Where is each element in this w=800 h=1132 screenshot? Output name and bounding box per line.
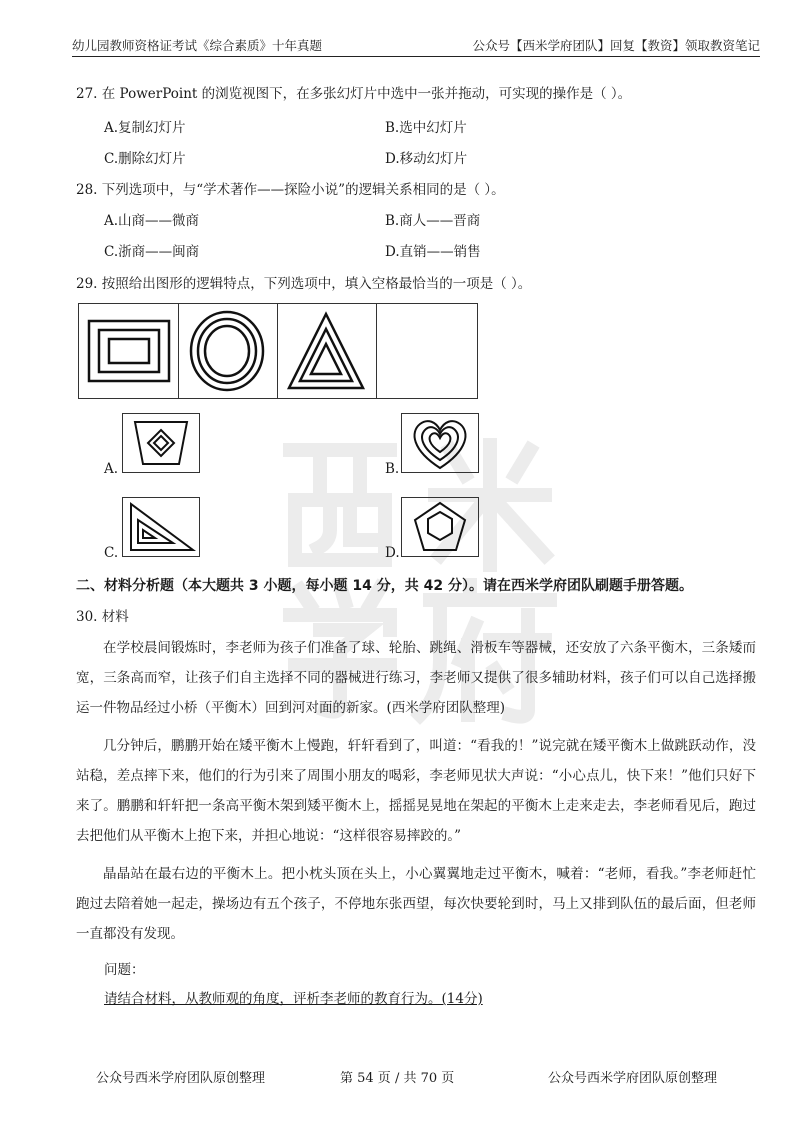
footer-left-text: 公众号西米学府团队原创整理 bbox=[96, 1071, 266, 1086]
section-2-title: 二、材料分析题（本大题共 3 小题，每小题 14 分，共 42 分）。请在西米学府团队刷题手册答题。 bbox=[76, 578, 693, 594]
trapezoid-diamond-figure bbox=[123, 414, 199, 472]
q29-option-a-label: A. bbox=[104, 461, 119, 477]
nested-rectangles-figure bbox=[79, 304, 178, 398]
q29-option-d-figure bbox=[401, 497, 479, 557]
footer-right-text: 公众号西米学府团队原创整理 bbox=[548, 1071, 718, 1086]
q28-option-c: C.浙商——闽商 bbox=[104, 244, 200, 260]
q30-question-text: 请结合材料，从教师观的角度，评析李老师的教育行为。(14分) bbox=[104, 991, 483, 1007]
q27-option-c: C.删除幻灯片 bbox=[104, 151, 186, 167]
q29-option-a-figure bbox=[122, 413, 200, 473]
q28-option-d: D.直销——销售 bbox=[385, 244, 481, 260]
figure-cell-triangles bbox=[277, 304, 377, 398]
q27-stem: 27. 在 PowerPoint 的浏览视图下，在多张幻灯片中选中一张并拖动，可实现的操作是（ ）。 bbox=[76, 86, 632, 102]
q28-stem: 28. 下列选项中，与“学术著作——探险小说”的逻辑关系相同的是（ ）。 bbox=[76, 182, 505, 198]
q29-option-c-figure bbox=[122, 497, 200, 557]
figure-cell-blank bbox=[376, 304, 477, 398]
q29-stem: 29. 按照给出图形的逻辑特点，下列选项中，填入空格最恰当的一项是（ ）。 bbox=[76, 276, 532, 292]
q30-paragraph-3: 晶晶站在最右边的平衡木上。把小枕头顶在头上，小心翼翼地走过平衡木，喊着：“老师，看我。”李老师赶忙跑过去陪着她一起走，操场边有五个孩子，不停地东张西望，每次快要轮到时，马上又排到队伍的最后面，但老师一直都没有发现。 bbox=[76, 866, 756, 942]
q27-option-b: B.选中幻灯片 bbox=[385, 120, 467, 136]
header-left-text: 幼儿园教师资格证考试《综合素质》十年真题 bbox=[72, 38, 323, 53]
figure-sequence bbox=[78, 303, 478, 399]
nested-triangles-figure bbox=[277, 304, 376, 398]
q27-option-d: D.移动幻灯片 bbox=[385, 151, 468, 167]
nested-hearts-figure bbox=[402, 414, 478, 472]
q27-option-a: A.复制幻灯片 bbox=[104, 120, 186, 136]
q29-option-b-label: B. bbox=[385, 461, 400, 477]
q28-option-b: B.商人——晋商 bbox=[385, 213, 481, 229]
q30-paragraph-1: 在学校晨间锻炼时，李老师为孩子们准备了球、轮胎、跳绳、滑板车等器械，还安放了六条平衡木，三条矮而宽，三条高而窄，让孩子们自主选择不同的器械进行练习，李老师又提供了很多辅助材料，孩子们可以自己选择搬运一件物品经过小桥（平衡木）回到河对面的新家。(西米学府团队整理) bbox=[76, 640, 756, 716]
nested-ovals-figure bbox=[178, 304, 277, 398]
figure-cell-squares bbox=[79, 304, 179, 398]
q30-question-label: 问题： bbox=[104, 962, 145, 978]
set-square-figure bbox=[123, 498, 199, 556]
page-header bbox=[72, 28, 760, 57]
figure-cell-circles bbox=[178, 304, 278, 398]
page-number: 第 54 页 / 共 70 页 bbox=[340, 1071, 455, 1086]
q29-option-d-label: D. bbox=[385, 545, 400, 561]
pentagon-hexagon-figure bbox=[402, 498, 478, 556]
q30-paragraph-2: 几分钟后，鹏鹏开始在矮平衡木上慢跑，轩轩看到了，叫道：“看我的！”说完就在矮平衡木上做跳跃动作，没站稳，差点摔下来，他们的行为引来了周围小朋友的喝彩，李老师见状大声说：“小心点儿，快下来！”他们只好下来了。鹏鹏和轩轩把一条高平衡木架到矮平衡木上，摇摇晃晃地在架起的平衡木上走来走去，李老师看见后，跑过去把他们从平衡木上抱下来，并担心地说：“这样很容易摔跤的。” bbox=[76, 738, 756, 844]
q29-option-b-figure bbox=[401, 413, 479, 473]
header-right-text: 公众号【西米学府团队】回复【教资】领取教资笔记 bbox=[472, 38, 760, 53]
q30-label: 30. 材料 bbox=[76, 609, 129, 625]
q29-option-c-label: C. bbox=[104, 545, 119, 561]
q28-option-a: A.山商——微商 bbox=[104, 213, 200, 229]
